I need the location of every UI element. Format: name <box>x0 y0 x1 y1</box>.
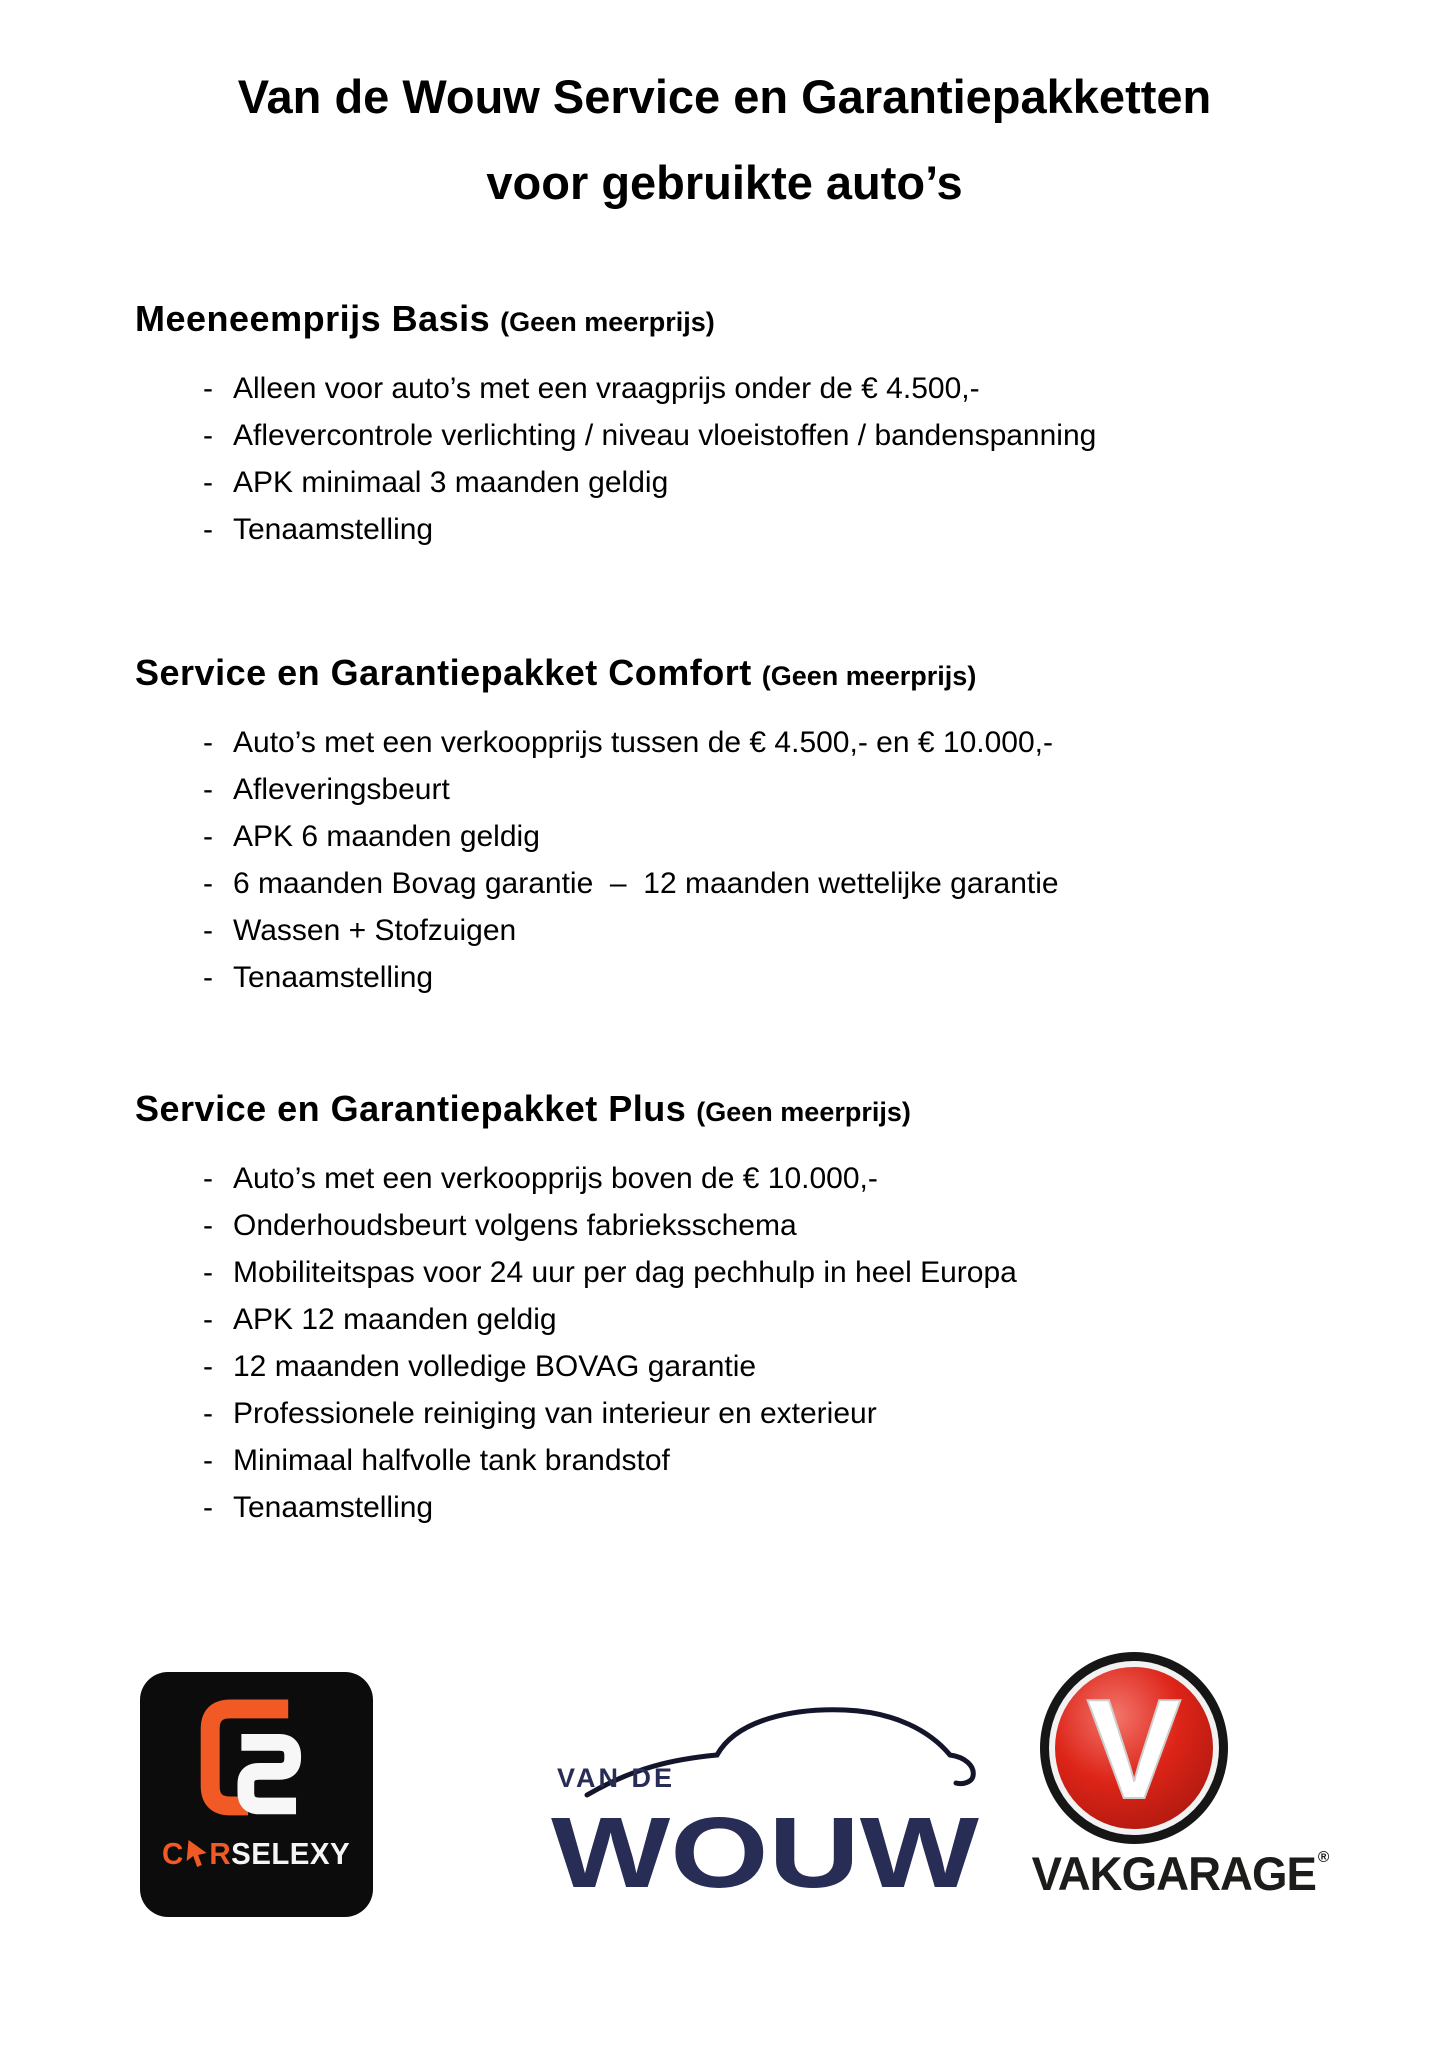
carselexy-wordmark-rest: SELEXY <box>231 1836 351 1871</box>
bullet-item: - APK minimaal 3 maanden geldig <box>135 459 1319 506</box>
bullet-item: - Aflevercontrole verlichting / niveau vloeistoffen / bandenspanning <box>135 412 1319 459</box>
carselexy-logo <box>140 1672 373 1917</box>
section-heading-text: Meeneemprijs Basis <box>135 297 491 339</box>
van-de-wouw-logo <box>545 1695 985 1905</box>
bullet-item: - APK 12 maanden geldig <box>135 1296 1319 1343</box>
bullet-item: - Professionele reiniging van interieur en exterieur <box>135 1390 1319 1437</box>
bullet-item: - Auto’s met een verkoopprijs tussen de € 4.500,- en € 10.000,- <box>135 719 1319 766</box>
vakgarage-emblem-icon <box>1038 1650 1230 1846</box>
cursor-arrow-icon <box>186 1840 209 1868</box>
document-title <box>0 0 1449 208</box>
registered-trademark-symbol: ® <box>1317 1849 1329 1866</box>
bullet-item: - 6 maanden Bovag garantie – 12 maanden wettelijke garantie <box>135 860 1319 907</box>
wouw-small-text: VAN DE <box>557 1763 676 1793</box>
bullet-item: - APK 6 maanden geldig <box>135 813 1319 860</box>
bullet-item: - Alleen voor auto’s met een vraagprijs onder de € 4.500,- <box>135 365 1319 412</box>
section-meeneemprijs-basis <box>135 298 1319 553</box>
vakgarage-wordmark-text: VAKGARAGE <box>1031 1847 1316 1900</box>
section-heading-text: Service en Garantiepakket Comfort <box>135 651 752 693</box>
bullet-item: - Tenaamstelling <box>135 506 1319 553</box>
section-heading <box>135 298 1319 340</box>
title-line-2: voor gebruikte auto’s <box>486 156 963 210</box>
section-heading-note: (Geen meerprijs) <box>500 306 715 337</box>
bullet-item: - 12 maanden volledige BOVAG garantie <box>135 1343 1319 1390</box>
vakgarage-v-letter: V <box>1086 1670 1182 1829</box>
bullet-item: - Auto’s met een verkoopprijs boven de € 10.000,- <box>135 1155 1319 1202</box>
bullet-list <box>135 1155 1319 1531</box>
carselexy-wordmark <box>162 1836 350 1872</box>
carselexy-letter-r: R <box>209 1836 232 1871</box>
carselexy-cs-monogram-icon <box>182 1690 332 1826</box>
section-garantiepakket-comfort <box>135 652 1319 1001</box>
vakgarage-wordmark <box>1005 1846 1354 1901</box>
bullet-item: - Mobiliteitspas voor 24 uur per dag pechhulp in heel Europa <box>135 1249 1319 1296</box>
bullet-item: - Onderhoudsbeurt volgens fabrieksschema <box>135 1202 1319 1249</box>
section-heading-note: (Geen meerprijs) <box>696 1096 911 1127</box>
bullet-item: - Tenaamstelling <box>135 1484 1319 1531</box>
bullet-item: - Wassen + Stofzuigen <box>135 907 1319 954</box>
carselexy-letter-c: C <box>162 1836 185 1871</box>
section-heading-note: (Geen meerprijs) <box>761 660 977 691</box>
section-heading-text: Service en Garantiepakket Plus <box>135 1087 687 1129</box>
bullet-item: - Minimaal halfvolle tank brandstof <box>135 1437 1319 1484</box>
document-body <box>135 298 1319 1531</box>
section-garantiepakket-plus <box>135 1088 1319 1531</box>
bullet-item: - Tenaamstelling <box>135 954 1319 1001</box>
bullet-item: - Afleveringsbeurt <box>135 766 1319 813</box>
bullet-list <box>135 719 1319 1001</box>
van-de-wouw-logo-graphic <box>545 1695 985 1905</box>
title-line-1: Van de Wouw Service en Garantiepakketten <box>237 70 1212 123</box>
section-heading <box>135 1088 1319 1130</box>
bullet-list <box>135 365 1319 553</box>
section-heading <box>135 652 1319 694</box>
wouw-large-text: WOUW <box>551 1797 980 1905</box>
